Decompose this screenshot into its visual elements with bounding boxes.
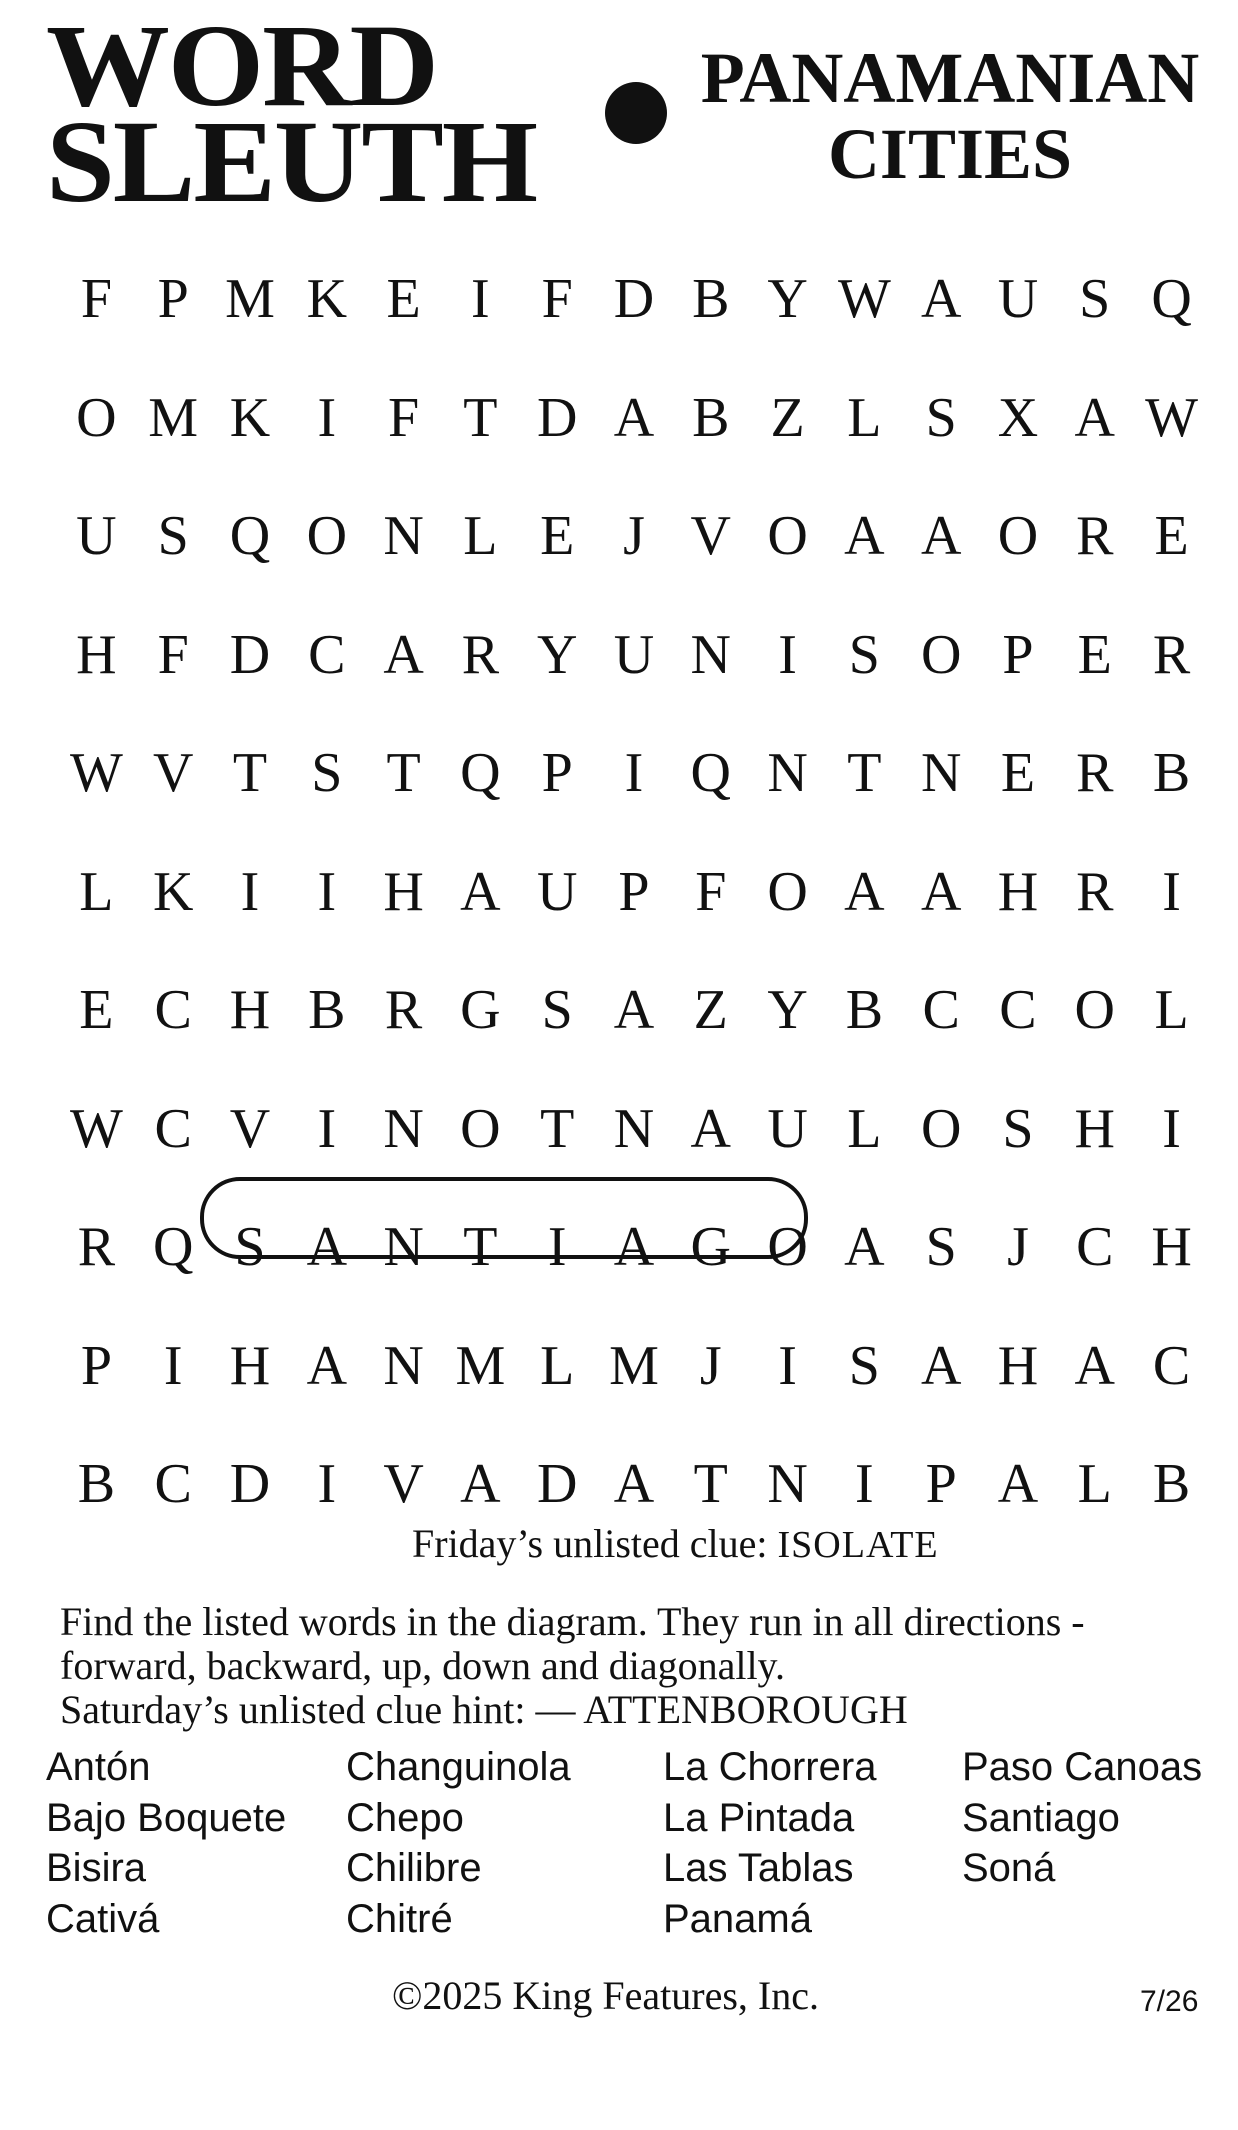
grid-letter: M (455, 1334, 506, 1397)
grid-letter: S (848, 623, 880, 686)
grid-letter: C (154, 1453, 192, 1516)
grid-letter: S (848, 1334, 880, 1397)
grid-letter: C (154, 979, 192, 1042)
grid-letter: O (460, 1097, 501, 1160)
grid-letter: S (1002, 1097, 1034, 1160)
grid-letter: H (997, 860, 1039, 923)
grid-letter: L (540, 1334, 575, 1397)
grid-letter: P (541, 742, 573, 805)
grid-letter: A (613, 979, 655, 1042)
saturday-clue-hint: Saturday’s unlisted clue hint: — ATTENBOROUGH (60, 1687, 908, 1732)
grid-letter: N (383, 505, 424, 568)
grid-letter: E (1077, 623, 1112, 686)
grid-row (58, 1070, 1210, 1189)
grid-letter: L (847, 1097, 882, 1160)
grid-letter: I (163, 1334, 183, 1397)
grid-letter: A (844, 860, 885, 923)
grid-letter: N (383, 1216, 424, 1279)
grid-letter: K (229, 386, 271, 449)
grid-letter: V (229, 1097, 271, 1160)
grid-letter: Q (690, 742, 731, 805)
grid-letter: R (1076, 505, 1114, 568)
grid-letter: O (920, 623, 962, 686)
grid-letter: Q (152, 1216, 194, 1279)
grid-letter: I (240, 860, 260, 923)
grid-letter: H (1151, 1216, 1192, 1279)
grid-letter: M (609, 1334, 659, 1397)
grid-letter: I (547, 1216, 567, 1279)
grid-letter: O (76, 386, 117, 449)
grid-letter: W (837, 268, 891, 331)
grid-letter: A (920, 505, 962, 568)
grid-letter: S (925, 1216, 957, 1279)
grid-letter: I (855, 1453, 874, 1516)
grid-letter: B (308, 979, 346, 1042)
grid-letter: A (460, 1453, 501, 1516)
grid-letter: E (540, 505, 575, 568)
word-column-4 (962, 1742, 1202, 1894)
grid-letter: Q (229, 505, 271, 568)
grid-letter: S (311, 742, 343, 805)
grid-letter: R (384, 979, 423, 1042)
grid-letter: C (1076, 1216, 1114, 1279)
grid-letter: P (925, 1453, 957, 1516)
grid-letter: S (541, 979, 573, 1042)
grid-letter: A (1074, 386, 1115, 449)
word-list-item: Paso Canoas (962, 1745, 1203, 1789)
grid-letter: A (920, 268, 962, 331)
grid-letter: R (1076, 742, 1114, 805)
grid-letter: L (1077, 1453, 1112, 1516)
friday-unlisted-clue (412, 1520, 939, 1567)
word-list-item: Bisira (46, 1846, 147, 1890)
grid-letter: C (999, 979, 1037, 1042)
grid-letter: H (1074, 1097, 1115, 1160)
grid-letter: E (79, 979, 114, 1042)
grid-letter: X (997, 386, 1039, 449)
grid-letter: A (844, 505, 885, 568)
grid-letter: M (148, 386, 199, 449)
grid-letter: P (80, 1334, 112, 1397)
word-list-item: Soná (962, 1846, 1056, 1890)
grid-letter: J (699, 1334, 722, 1397)
grid-letter: C (154, 1097, 192, 1160)
grid-letter: O (1074, 979, 1115, 1042)
grid-letter: U (613, 623, 655, 686)
grid-letter: R (461, 623, 500, 686)
grid-letter: T (463, 386, 498, 449)
grid-letter: Y (536, 623, 578, 686)
word-list-item: Changuinola (346, 1745, 571, 1789)
grid-letter: I (317, 1453, 337, 1516)
grid-letter: R (1076, 860, 1114, 923)
puzzle-topic (680, 40, 1220, 192)
grid-letter: O (767, 505, 808, 568)
grid-letter: L (847, 386, 882, 449)
grid-letter: A (613, 386, 655, 449)
grid-letter: Z (770, 386, 805, 449)
grid-letter: R (1152, 623, 1191, 686)
grid-letter: Y (767, 268, 808, 331)
grid-letter: B (1152, 742, 1191, 805)
grid-letter: T (463, 1216, 498, 1279)
grid-letter: S (234, 1216, 266, 1279)
word-list-item: La Chorrera (663, 1745, 877, 1789)
grid-letter: I (317, 860, 337, 923)
grid-letter: B (1152, 1453, 1191, 1516)
grid-letter: D (536, 386, 578, 449)
grid-letter: B (845, 979, 884, 1042)
grid-letter: F (695, 860, 727, 923)
grid-row (58, 833, 1210, 952)
grid-row (58, 714, 1210, 833)
grid-letter: J (623, 505, 645, 568)
grid-letter: A (1074, 1334, 1115, 1397)
copyright: ©2025 King Features, Inc. (392, 1973, 819, 2018)
grid-letter: I (624, 742, 644, 805)
grid-letter: A (920, 1334, 962, 1397)
grid-letter: S (157, 505, 189, 568)
grid-letter: T (232, 742, 268, 805)
grid-row (58, 240, 1210, 359)
grid-letter: D (229, 623, 271, 686)
grid-letter: I (471, 268, 490, 331)
grid-letter: H (229, 1334, 271, 1397)
grid-letter: A (460, 860, 501, 923)
grid-letter: U (536, 860, 578, 923)
grid-letter: R (77, 1216, 116, 1279)
instructions-line-1: Find the listed words in the diagram. They run in all directions - (60, 1599, 1085, 1644)
grid-letter: F (157, 623, 189, 686)
title-line-2: SLEUTH (46, 96, 537, 227)
circled-word-santiago (200, 1177, 808, 1259)
word-list-item: Chitré (346, 1896, 453, 1941)
grid-letter: T (540, 1097, 575, 1160)
grid-letter: W (1145, 386, 1198, 449)
grid-letter: A (613, 1453, 655, 1516)
grid-letter: P (1002, 623, 1034, 686)
word-list-item: Chepo (346, 1795, 464, 1840)
grid-letter: O (306, 505, 348, 568)
grid-letter: P (618, 860, 650, 923)
grid-letter: V (152, 742, 194, 805)
grid-letter: A (306, 1334, 348, 1397)
grid-letter: T (693, 1453, 728, 1516)
grid-letter: N (767, 1453, 808, 1516)
grid-letter: D (229, 1453, 271, 1516)
grid-letter: O (920, 1097, 962, 1160)
grid-letter: N (920, 742, 962, 805)
grid-letter: I (778, 1334, 797, 1397)
grid-letter: A (306, 1216, 348, 1279)
word-list-item: Antón (46, 1745, 151, 1789)
grid-letter: W (69, 742, 123, 805)
word-list-item: Cativá (46, 1896, 160, 1941)
topic-line-2: CITIES (827, 114, 1073, 194)
grid-row (58, 596, 1210, 715)
grid-letter: I (1162, 860, 1181, 923)
grid-row (58, 1307, 1210, 1426)
grid-row (58, 951, 1210, 1070)
grid-letter: E (1154, 505, 1189, 568)
word-list-item: La Pintada (663, 1795, 855, 1840)
grid-letter: B (692, 268, 730, 331)
word-list-item: Bajo Boquete (46, 1795, 287, 1840)
topic-line-1: PANAMANIAN (700, 38, 1200, 118)
grid-letter: A (690, 1097, 731, 1160)
grid-letter: G (460, 979, 501, 1042)
grid-letter: W (69, 1097, 123, 1160)
grid-row (58, 477, 1210, 596)
grid-letter: J (1007, 1216, 1029, 1279)
grid-letter: L (1154, 979, 1189, 1042)
grid-letter: U (767, 1097, 808, 1160)
grid-letter: V (383, 1453, 424, 1516)
grid-letter: B (692, 386, 730, 449)
grid-letter: I (317, 386, 337, 449)
grid-letter: D (613, 268, 655, 331)
grid-letter: M (225, 268, 275, 331)
grid-letter: N (767, 742, 808, 805)
grid-letter: L (463, 505, 498, 568)
grid-letter: B (77, 1453, 116, 1516)
grid-letter: T (386, 742, 421, 805)
grid-letter: U (997, 268, 1039, 331)
grid-letter: N (613, 1097, 655, 1160)
grid-letter: N (690, 623, 731, 686)
grid-letter: I (778, 623, 797, 686)
grid-letter: N (383, 1097, 424, 1160)
grid-letter: F (388, 386, 420, 449)
puzzle-date: 7/26 (1140, 1985, 1199, 2018)
word-list-item: Santiago (962, 1795, 1120, 1840)
grid-letter: C (308, 623, 346, 686)
letter-grid (58, 240, 1210, 1544)
word-column-2 (346, 1742, 571, 1944)
grid-letter: Y (767, 979, 808, 1042)
grid-letter: Z (693, 979, 728, 1042)
word-list-item: Panamá (663, 1896, 812, 1941)
grid-letter: C (922, 979, 960, 1042)
bullet-icon (605, 82, 667, 144)
word-column-1 (46, 1742, 286, 1944)
word-list-item: Chilibre (346, 1846, 482, 1890)
grid-letter: O (767, 1216, 808, 1279)
grid-letter: T (847, 742, 882, 805)
grid-letter: A (997, 1453, 1039, 1516)
grid-letter: P (157, 268, 189, 331)
grid-letter: Q (1151, 268, 1192, 331)
friday-clue-answer: ISOLATE (777, 1524, 939, 1566)
grid-letter: A (920, 860, 962, 923)
word-column-3 (663, 1742, 876, 1944)
title-line-1: WORD (46, 0, 437, 131)
grid-letter: F (541, 268, 573, 331)
grid-letter: H (229, 979, 271, 1042)
grid-letter: N (383, 1334, 424, 1397)
puzzle-title (46, 0, 537, 227)
grid-letter: I (1162, 1097, 1181, 1160)
grid-letter: H (997, 1334, 1039, 1397)
grid-letter: V (690, 505, 731, 568)
grid-letter: O (997, 505, 1039, 568)
instructions (60, 1600, 1210, 1732)
instructions-line-2: forward, backward, up, down and diagonally. (60, 1643, 785, 1688)
grid-letter: H (383, 860, 424, 923)
grid-letter: I (317, 1097, 337, 1160)
grid-letter: K (152, 860, 194, 923)
grid-letter: Q (460, 742, 501, 805)
friday-clue-label: Friday’s unlisted clue: (412, 1521, 768, 1566)
grid-letter: S (925, 386, 957, 449)
grid-letter: L (79, 860, 114, 923)
grid-letter: U (76, 505, 117, 568)
grid-letter: H (76, 623, 117, 686)
grid-letter: F (80, 268, 112, 331)
grid-letter: S (1079, 268, 1111, 331)
grid-letter: C (1152, 1334, 1191, 1397)
grid-letter: A (383, 623, 424, 686)
grid-letter: E (1000, 742, 1036, 805)
grid-letter: A (844, 1216, 885, 1279)
grid-letter: D (536, 1453, 578, 1516)
word-list-item: Las Tablas (663, 1846, 854, 1890)
grid-letter: K (306, 268, 348, 331)
grid-letter: O (767, 860, 808, 923)
grid-letter: E (386, 268, 421, 331)
grid-letter: A (613, 1216, 655, 1279)
grid-row (58, 359, 1210, 478)
grid-letter: G (690, 1216, 731, 1279)
